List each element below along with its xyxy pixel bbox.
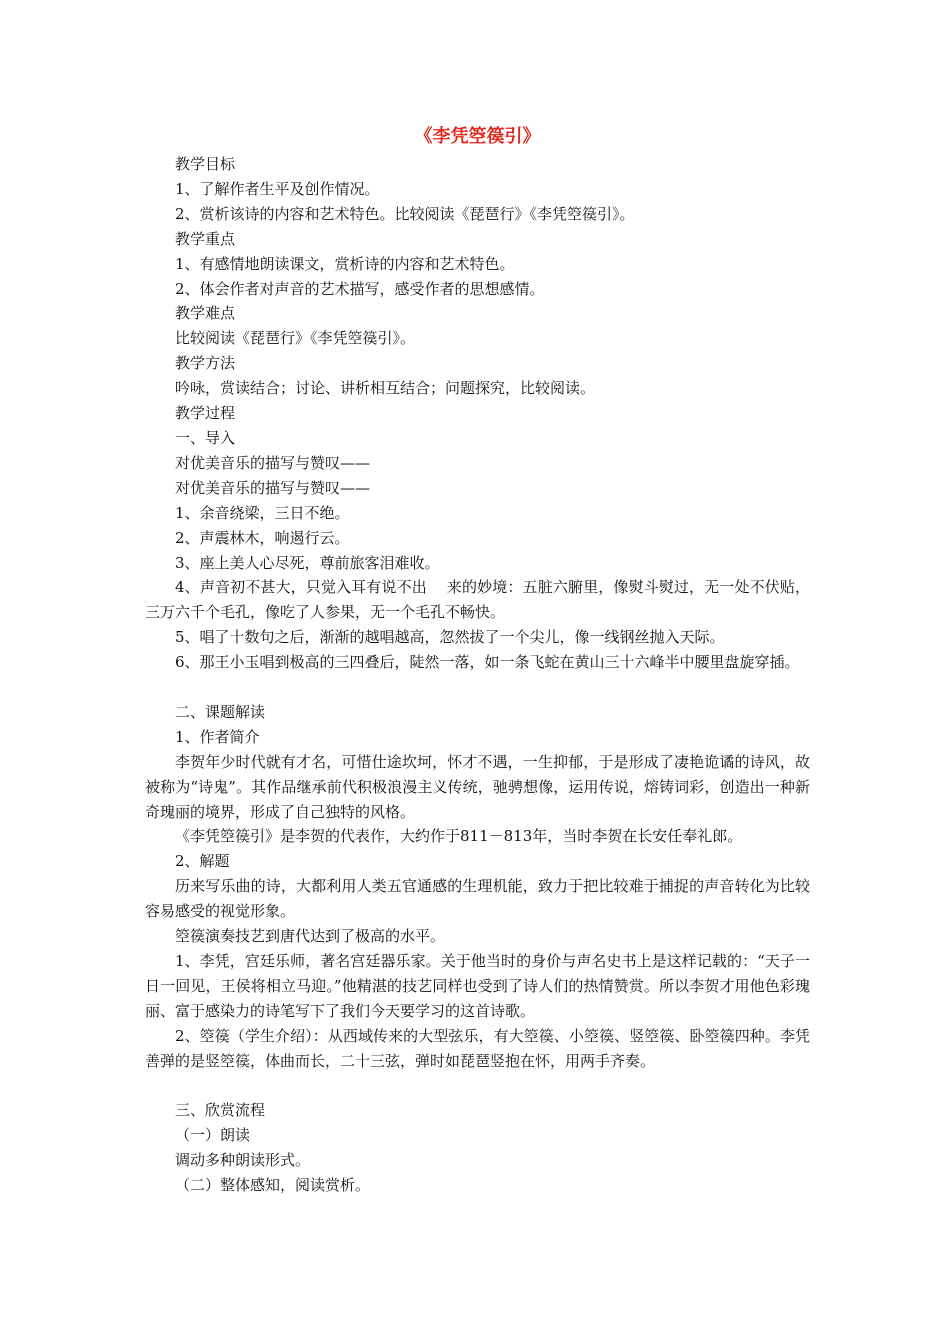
intro-paragraph: 5、唱了十数句之后，渐渐的越唱越高，忽然拔了一个尖儿，像一线钢丝抛入天际。 xyxy=(175,628,725,647)
method-item: 吟咏，赏读结合；讨论、讲析相互结合；问题探究，比较阅读。 xyxy=(175,379,596,398)
title-paragraph: 箜篌演奏技艺到唐代达到了极高的水平。 xyxy=(175,927,446,946)
subsection-heading: 2、解题 xyxy=(175,852,230,871)
key-points-heading: 教学重点 xyxy=(175,229,236,248)
body-line: 调动多种朗读形式。 xyxy=(175,1151,311,1170)
document-title: 《李凭箜篌引》 xyxy=(414,126,541,147)
intro-line: 1、余音绕梁，三日不绝。 xyxy=(175,503,350,522)
author-paragraph: 《李凭箜篌引》是李贺的代表作，大约作于811－813年，当时李贺在长安任奉礼郎。 xyxy=(175,827,743,846)
spacer xyxy=(145,675,810,700)
document-body xyxy=(145,122,810,1198)
intro-line: 对优美音乐的描写与赞叹—— xyxy=(175,478,371,497)
process-heading: 教学过程 xyxy=(175,404,236,423)
section-heading: 三、欣赏流程 xyxy=(175,1101,266,1120)
subsection-heading: 1、作者简介 xyxy=(175,727,260,746)
konghou-paragraph: 2、箜篌（学生介绍）：从西域传来的大型弦乐，有大箜篌、小箜篌、竖箜篌、卧箜篌四种。李凭善弹的是竖箜篌，体曲而长，二十三弦，弹时如琵琶竖抱在怀，用两手齐奏。 xyxy=(145,1026,810,1070)
objectives-heading: 教学目标 xyxy=(175,155,236,173)
subsection-heading: （一）朗读 xyxy=(175,1126,251,1145)
intro-paragraph: 4、声音初不甚大，只觉入耳有说不出 来的妙境：五脏六腑里，像熨斗熨过，无一处不伏贴，三万六千个毛孔，像吃了人参果，无一个毛孔不畅快。 xyxy=(145,578,810,622)
author-paragraph: 李贺年少时代就有才名，可惜仕途坎坷，怀才不遇，一生抑郁，于是形成了凄艳诡谲的诗风，故被称为“诗鬼”。其作品继承前代积极浪漫主义传统，驰骋想像，运用传说，熔铸词彩，创造出一种新奇瑰丽的境界，形成了自己独特的风格。 xyxy=(145,752,810,821)
section-heading: 一、导入 xyxy=(175,428,236,447)
intro-line: 3、座上美人心尽死，尊前旅客泪难收。 xyxy=(175,553,440,572)
key-point-item: 1、有感情地朗读课文，赏析诗的内容和艺术特色。 xyxy=(175,254,515,273)
difficulties-heading: 教学难点 xyxy=(175,304,236,323)
difficulty-item: 比较阅读《琵琶行》《李凭箜篌引》。 xyxy=(175,329,416,348)
objective-item: 1、了解作者生平及创作情况。 xyxy=(175,179,380,198)
li-ping-paragraph: 1、李凭，宫廷乐师，著名宫廷器乐家。关于他当时的身价与声名史书上是这样记载的：“天子一日一回见，王侯将相立马迎。”他精湛的技艺同样也受到了诗人们的热情赞赏。所以李贺才用他色彩瑰丽、富于感染力的诗笔写下了我们今天要学习的这首诗歌。 xyxy=(145,951,810,1020)
intro-line: 2、声震林木，响遏行云。 xyxy=(175,528,350,547)
intro-line: 对优美音乐的描写与赞叹—— xyxy=(175,453,371,472)
methods-heading: 教学方法 xyxy=(175,354,236,373)
key-point-item: 2、体会作者对声音的艺术描写，感受作者的思想感情。 xyxy=(175,279,545,298)
spacer xyxy=(145,1074,810,1099)
subsection-heading: （二）整体感知，阅读赏析。 xyxy=(175,1176,371,1195)
intro-paragraph: 6、那王小玉唱到极高的三四叠后，陡然一落，如一条飞蛇在黄山三十六峰半中腰里盘旋穿插。 xyxy=(175,653,800,672)
section-heading: 二、课题解读 xyxy=(175,702,266,721)
objective-item: 2、赏析该诗的内容和艺术特色。比较阅读《琵琶行》《李凭箜篌引》。 xyxy=(175,204,635,223)
title-paragraph: 历来写乐曲的诗，大都利用人类五官通感的生理机能，致力于把比较难于捕捉的声音转化为比较容易感受的视觉形象。 xyxy=(145,877,810,921)
